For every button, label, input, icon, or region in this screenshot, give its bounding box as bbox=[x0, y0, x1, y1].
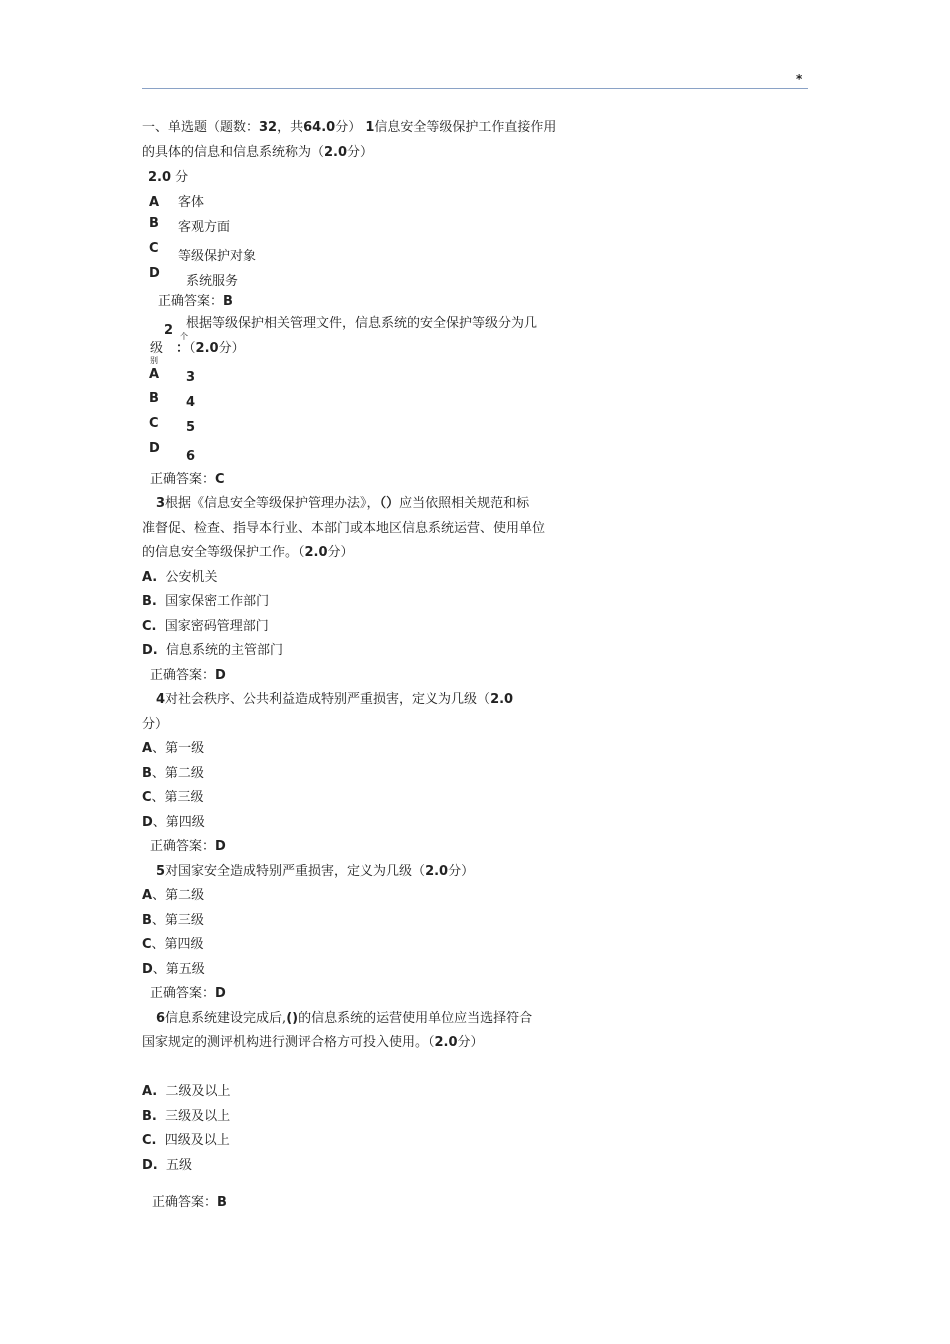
q4-option-c: C、第三级 bbox=[142, 790, 204, 805]
q1-option-c-text: 等级保护对象 bbox=[178, 249, 257, 264]
q2-option-d-text: 6 bbox=[186, 449, 196, 464]
q2-option-d-letter: D bbox=[149, 441, 160, 456]
q1-answer: 正确答案：B bbox=[158, 294, 233, 309]
q4-option-d: D、第四级 bbox=[142, 815, 205, 830]
q3-text-line3: 的信息安全等级保护工作。（2.0分） bbox=[142, 545, 354, 560]
q4-text-line2: 分） bbox=[142, 717, 169, 732]
q2-option-b-letter: B bbox=[149, 391, 159, 406]
q3-option-d: D. 信息系统的主管部门 bbox=[142, 643, 284, 658]
q1-text-line1: 信息安全等级保护工作直接作用 bbox=[374, 120, 557, 135]
q3-option-c: C. 国家密码管理部门 bbox=[142, 619, 269, 634]
q2-answer: 正确答案：C bbox=[150, 472, 225, 487]
q6-text-line2: 国家规定的测评机构进行测评合格方可投入使用。（2.0分） bbox=[142, 1035, 484, 1050]
q6-answer: 正确答案：B bbox=[152, 1195, 227, 1210]
header-mark: * bbox=[796, 72, 803, 86]
q2-option-c-letter: C bbox=[149, 416, 159, 431]
section-heading: 一、单选题（题数：32，共64.0分） 1信息安全等级保护工作直接作用 bbox=[142, 120, 557, 135]
q5-answer: 正确答案：D bbox=[150, 986, 226, 1001]
q2-option-c-text: 5 bbox=[186, 420, 196, 435]
q2-option-b-text: 4 bbox=[186, 395, 196, 410]
q6-option-b: B. 三级及以上 bbox=[142, 1109, 231, 1124]
q3-text-line1: 3根据《信息安全等级保护管理办法》，（）应当依照相关规范和标 bbox=[156, 496, 530, 511]
q2-fragment-bie: 别 bbox=[150, 356, 158, 365]
q1-option-a-letter: A bbox=[149, 195, 160, 210]
q3-answer: 正确答案：D bbox=[150, 668, 226, 683]
q6-text-line1: 6信息系统建设完成后,()的信息系统的运营使用单位应当选择符合 bbox=[156, 1011, 533, 1026]
q2-option-a-letter: A bbox=[149, 367, 160, 382]
q2-number: 2 bbox=[164, 323, 174, 338]
q1-number: 1 bbox=[365, 120, 375, 135]
q2-text-line1: 根据等级保护相关管理文件，信息系统的安全保护等级分为几 bbox=[186, 316, 538, 331]
q6-option-d: D. 五级 bbox=[142, 1158, 193, 1173]
q2-fragment-ji: 级 bbox=[150, 341, 164, 356]
q3-text-line2: 准督促、检查、指导本行业、本部门或本地区信息系统运营、使用单位 bbox=[142, 521, 546, 536]
q4-option-a: A、第一级 bbox=[142, 741, 205, 756]
q5-text-line1: 5对国家安全造成特别严重损害，定义为几级（2.0分） bbox=[156, 864, 475, 879]
q5-option-d: D、第五级 bbox=[142, 962, 205, 977]
q2-fragment-ge: 个 bbox=[180, 332, 188, 341]
q1-option-d-text: 系统服务 bbox=[186, 274, 239, 289]
header-rule bbox=[142, 88, 808, 89]
q1-option-c-letter: C bbox=[149, 241, 159, 256]
q6-option-c: C. 四级及以上 bbox=[142, 1133, 230, 1148]
q1-option-b-letter: B bbox=[149, 216, 159, 231]
q5-option-a: A、第二级 bbox=[142, 888, 205, 903]
q6-option-a: A. 二级及以上 bbox=[142, 1084, 231, 1099]
q3-option-b: B. 国家保密工作部门 bbox=[142, 594, 270, 609]
q5-option-c: C、第四级 bbox=[142, 937, 204, 952]
q1-option-b-text: 客观方面 bbox=[178, 220, 231, 235]
q3-option-a: A. 公安机关 bbox=[142, 570, 218, 585]
q1-score-note: 2.0 分 bbox=[148, 170, 189, 185]
q4-answer: 正确答案：D bbox=[150, 839, 226, 854]
q5-option-b: B、第三级 bbox=[142, 913, 204, 928]
q1-option-d-letter: D bbox=[149, 266, 160, 281]
q1-text-line2: 的具体的信息和信息系统称为（2.0分） bbox=[142, 145, 374, 160]
q1-option-a-text: 客体 bbox=[178, 195, 205, 210]
q2-option-a-text: 3 bbox=[186, 370, 196, 385]
q2-score: ：（2.0分） bbox=[176, 341, 245, 356]
q4-option-b: B、第二级 bbox=[142, 766, 204, 781]
q4-text-line1: 4对社会秩序、公共利益造成特别严重损害，定义为几级（2.0 bbox=[156, 692, 514, 707]
